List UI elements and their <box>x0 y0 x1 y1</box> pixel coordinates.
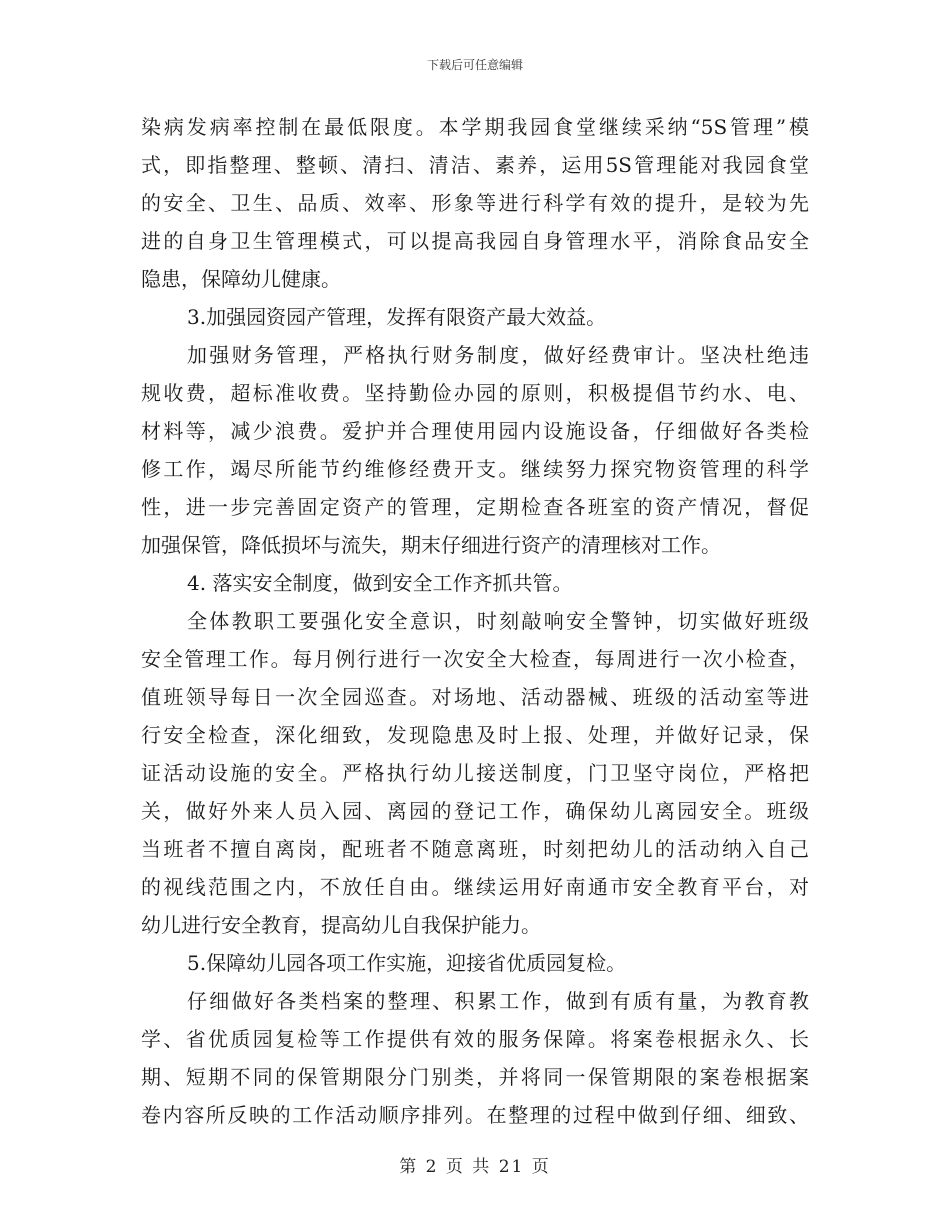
text-line: 材料等，减少浪费。爱护并合理使用园内设施设备，仔细做好各类检 <box>141 419 809 443</box>
text-line: 当班者不擅自离岗，配班者不随意离班，时刻把幼儿的活动纳入自己 <box>141 837 809 861</box>
text-line: 加强保管，降低损坏与流失，期末仔细进行资产的清理核对工作。 <box>141 533 721 557</box>
text-line: 的视线范围之内，不放任自由。继续运用好南通市安全教育平台，对 <box>141 875 809 899</box>
text-line: 值班领导每日一次全园巡查。对场地、活动器械、班级的活动室等进 <box>141 685 809 709</box>
text-line: 幼儿进行安全教育，提高幼儿自我保护能力。 <box>141 913 541 937</box>
text-line: 行安全检查，深化细致，发现隐患及时上报、处理，并做好记录，保 <box>141 723 809 747</box>
text-line: 性，进一步完善固定资产的管理，定期检查各班室的资产情况，督促 <box>141 495 809 519</box>
text-line: 的安全、卫生、品质、效率、形象等进行科学有效的提升，是较为先 <box>141 191 809 215</box>
paragraph-first-line: 加强财务管理，严格执行财务制度，做好经费审计。坚决杜绝违 <box>187 343 809 367</box>
section-heading-4: 4. 落实安全制度，做到安全工作齐抓共管。 <box>187 571 573 595</box>
text-line: 期、短期不同的保管期限分门别类，并将同一保管期限的案卷根据案 <box>141 1065 809 1089</box>
text-line: 规收费，超标准收费。坚持勤俭办园的原则，积极提倡节约水、电、 <box>141 381 809 405</box>
page-number-footer: 第 2 页 共 21 页 <box>399 1157 551 1177</box>
text-line: 安全管理工作。每月例行进行一次安全大检查，每周进行一次小检查， <box>141 647 809 671</box>
text-line: 式，即指整理、整顿、清扫、清洁、素养，运用5S管理能对我园食堂 <box>141 153 809 177</box>
text-line: 证活动设施的安全。严格执行幼儿接送制度，门卫坚守岗位，严格把 <box>141 761 809 785</box>
text-line: 修工作，竭尽所能节约维修经费开支。继续努力探究物资管理的科学 <box>141 457 809 481</box>
paragraph-first-line: 仔细做好各类档案的整理、积累工作，做到有质有量，为教育教 <box>187 989 809 1013</box>
section-heading-5: 5.保障幼儿园各项工作实施，迎接省优质园复检。 <box>187 951 627 975</box>
text-line: 关，做好外来人员入园、离园的登记工作，确保幼儿离园安全。班级 <box>141 799 809 823</box>
text-line: 进的自身卫生管理模式，可以提高我园自身管理水平，消除食品安全 <box>141 229 809 253</box>
document-body <box>141 108 809 1134</box>
text-line: 学、省优质园复检等工作提供有效的服务保障。将案卷根据永久、长 <box>141 1027 809 1051</box>
section-heading-3: 3.加强园资园产管理，发挥有限资产最大效益。 <box>187 305 607 329</box>
paragraph-first-line: 全体教职工要强化安全意识，时刻敲响安全警钟，切实做好班级 <box>187 609 809 633</box>
text-line: 隐患，保障幼儿健康。 <box>141 267 341 291</box>
page-header: 下载后可任意编辑 <box>426 58 523 72</box>
text-line: 染病发病率控制在最低限度。本学期我园食堂继续采纳“5S管理”模 <box>141 115 809 139</box>
text-line: 卷内容所反映的工作活动顺序排列。在整理的过程中做到仔细、细致、 <box>141 1103 809 1127</box>
